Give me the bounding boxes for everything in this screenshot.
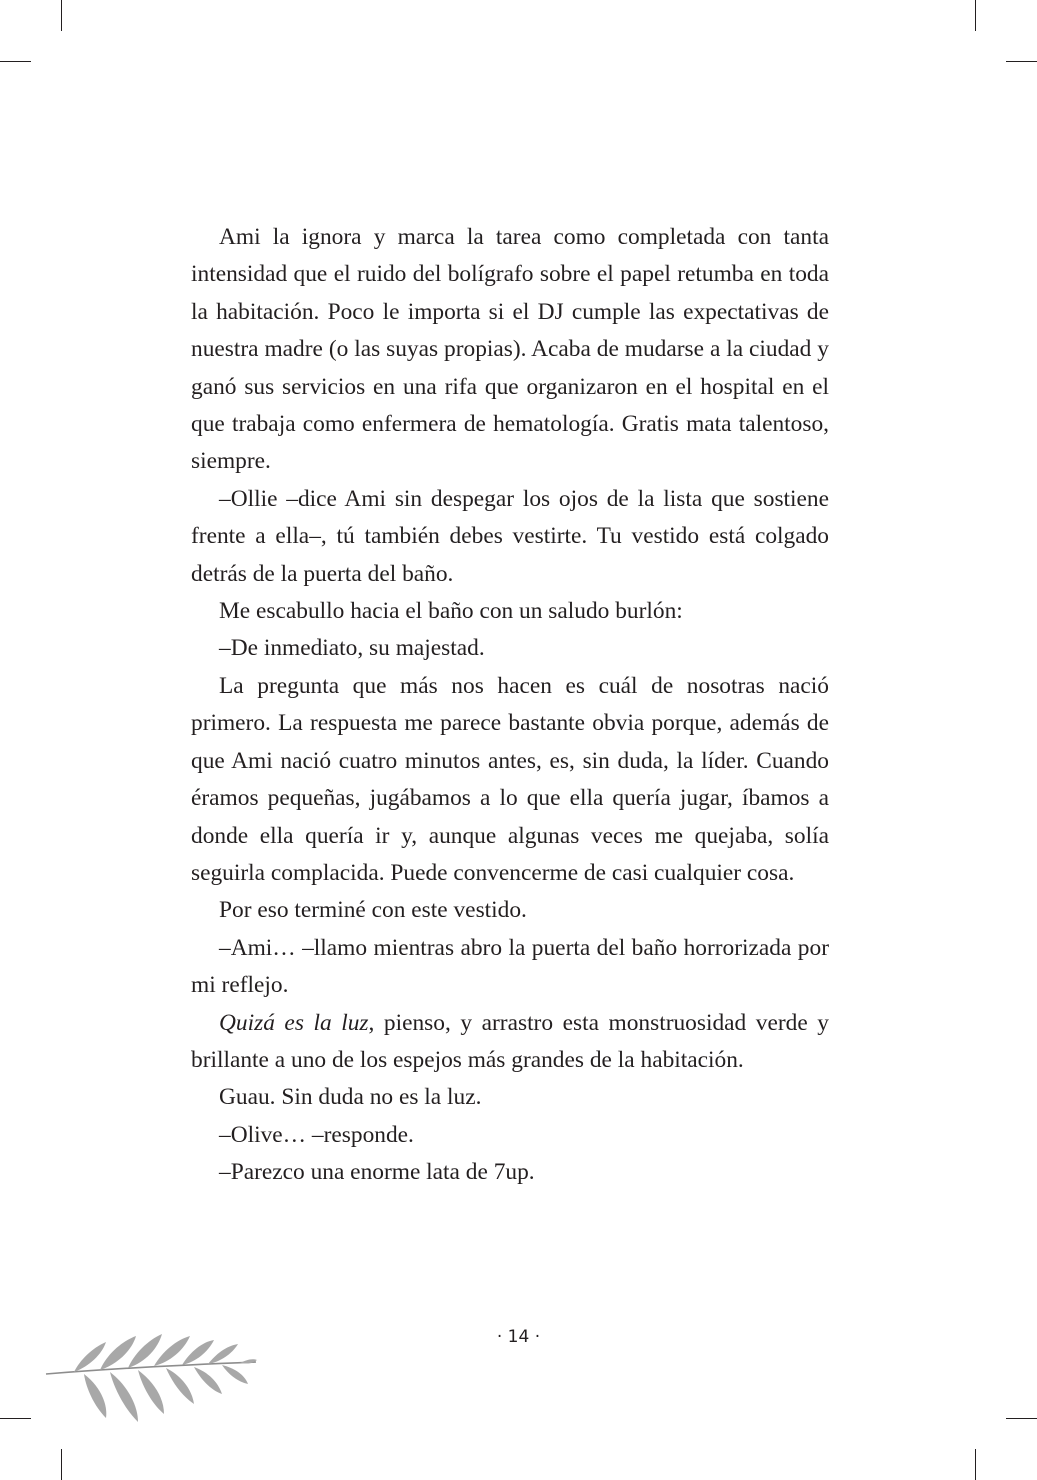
crop-mark-top-right-h <box>1006 61 1037 62</box>
crop-mark-top-left-h <box>0 61 31 62</box>
paragraph-1: Ami la ignora y marca la tarea como completada con tanta intensidad que el ruido del bolígrafo sobre el papel retumba en toda la habitación. Poco le importa si el DJ cumple las expectativas de nuestra madre (o las suyas propias). Acaba de mudarse a la ciudad y ganó sus servicios en una rifa que organizaron en el hospital en el que trabaja como enfermera de hematología. Gratis mata talentoso, siempre. <box>191 224 829 475</box>
leaf-branch-icon <box>44 1332 258 1436</box>
page-number: · 14 · <box>496 1327 541 1347</box>
paragraph-9: Guau. Sin duda no es la luz. <box>219 1084 482 1111</box>
paragraph-10: –Olive… –responde. <box>219 1121 414 1148</box>
crop-mark-bottom-left-h <box>0 1418 31 1419</box>
crop-mark-bottom-left-v <box>61 1449 62 1480</box>
paragraph-11: –Parezco una enorme lata de 7up. <box>219 1159 535 1186</box>
crop-mark-bottom-right-h <box>1006 1418 1037 1419</box>
crop-mark-top-right-v <box>975 0 976 31</box>
paragraph-8-end: verde y brillante a uno de los espejos más grandes de la habitación. <box>191 1009 829 1073</box>
paragraph-3: Me escabullo hacia el baño con un saludo burlón: <box>219 598 683 625</box>
crop-mark-bottom-right-v <box>975 1449 976 1480</box>
paragraph-4: –De inmediato, su majestad. <box>219 635 485 662</box>
body-text <box>191 219 829 1192</box>
crop-mark-top-left-v <box>61 0 62 31</box>
italic-thought: Quizá es la luz <box>219 1009 369 1036</box>
paragraph-2: –Ollie –dice Ami sin despegar los ojos de la lista que sostiene frente a ella–, tú también debes vestirte. Tu vestido está colgado detrás de la puerta del baño. <box>191 485 829 587</box>
paragraph-8-rest: , pienso, y arrastro esta monstruosidad <box>368 1009 756 1036</box>
paragraph-7: –Ami… –llamo mientras abro la puerta del baño horrorizada por mi reflejo. <box>191 934 829 999</box>
paragraph-8 <box>191 1005 829 1080</box>
paragraph-6: Por eso terminé con este vestido. <box>219 897 527 924</box>
paragraph-5: La pregunta que más nos hacen es cuál de nosotras nació primero. La respuesta me parece bastante obvia porque, además de que Ami nació cuatro minutos antes, es, sin duda, la líder. Cuando éramos pequeñas, jugábamos a lo que ella quería jugar, íbamos a donde ella quería ir y, aunque algunas veces me quejaba, solía seguirla complacida. Puede convencerme de casi cualquier cosa. <box>191 672 829 886</box>
